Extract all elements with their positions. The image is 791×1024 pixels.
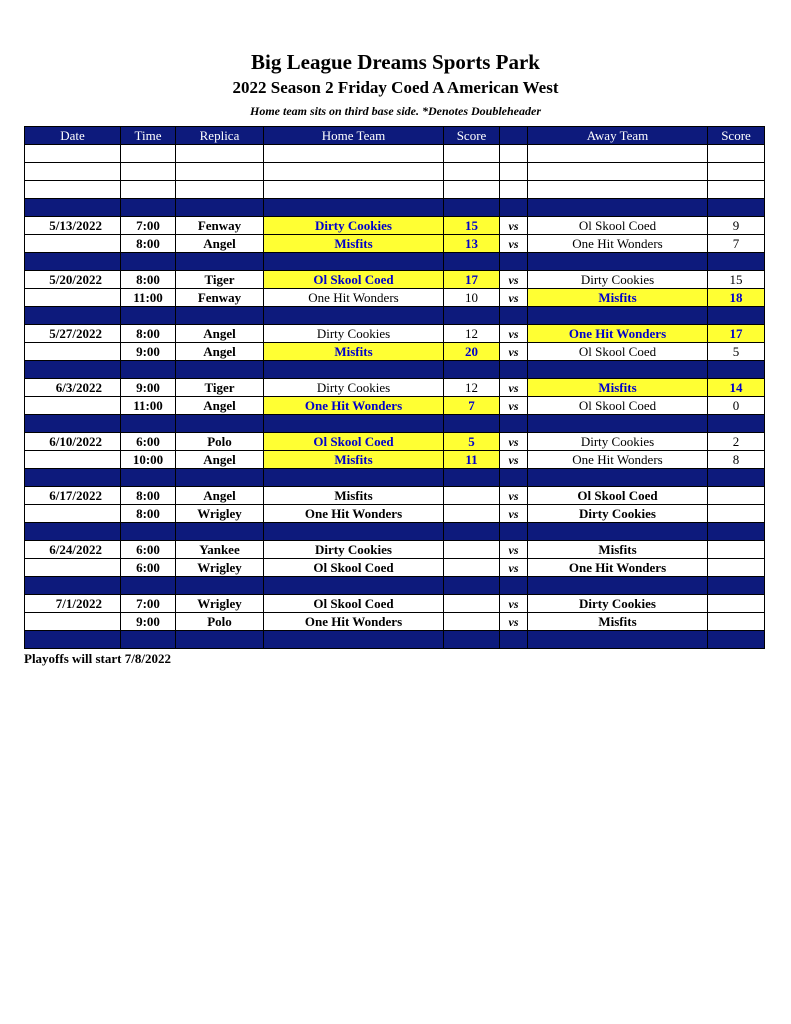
separator-row	[25, 199, 765, 217]
away-team-cell: One Hit Wonders	[528, 325, 708, 343]
blank-cell	[528, 181, 708, 199]
separator-cell	[264, 199, 444, 217]
column-header-away-score: Score	[708, 127, 765, 145]
home-score-cell: 13	[444, 235, 500, 253]
time-cell: 6:00	[121, 541, 176, 559]
blank-cell	[25, 163, 121, 181]
separator-cell	[176, 361, 264, 379]
separator-cell	[264, 253, 444, 271]
separator-row	[25, 307, 765, 325]
separator-cell	[25, 523, 121, 541]
separator-cell	[176, 469, 264, 487]
game-row	[25, 451, 765, 469]
separator-cell	[176, 577, 264, 595]
separator-cell	[25, 577, 121, 595]
away-score-cell: 18	[708, 289, 765, 307]
separator-cell	[528, 307, 708, 325]
away-score-cell: 9	[708, 217, 765, 235]
game-row	[25, 289, 765, 307]
time-cell: 7:00	[121, 217, 176, 235]
separator-cell	[708, 253, 765, 271]
blank-cell	[500, 145, 528, 163]
away-score-cell: 14	[708, 379, 765, 397]
column-header-date: Date	[25, 127, 121, 145]
separator-cell	[121, 361, 176, 379]
time-cell: 6:00	[121, 559, 176, 577]
home-score-cell: 11	[444, 451, 500, 469]
away-team-cell: Dirty Cookies	[528, 505, 708, 523]
column-header-replica: Replica	[176, 127, 264, 145]
away-score-cell	[708, 487, 765, 505]
separator-cell	[264, 523, 444, 541]
separator-cell	[25, 253, 121, 271]
date-cell	[25, 343, 121, 361]
away-score-cell	[708, 541, 765, 559]
home-team-cell: Dirty Cookies	[264, 325, 444, 343]
page-title: Big League Dreams Sports Park	[251, 50, 540, 74]
away-team-cell: Misfits	[528, 613, 708, 631]
time-cell: 8:00	[121, 505, 176, 523]
blank-cell	[121, 181, 176, 199]
blank-cell	[444, 163, 500, 181]
separator-cell	[121, 415, 176, 433]
column-header-time: Time	[121, 127, 176, 145]
replica-cell: Angel	[176, 325, 264, 343]
separator-cell	[444, 199, 500, 217]
separator-cell	[176, 415, 264, 433]
date-cell: 5/13/2022	[25, 217, 121, 235]
separator-cell	[500, 361, 528, 379]
blank-row	[25, 181, 765, 199]
replica-cell: Angel	[176, 487, 264, 505]
separator-cell	[500, 253, 528, 271]
date-cell	[25, 289, 121, 307]
time-cell: 9:00	[121, 613, 176, 631]
time-cell: 8:00	[121, 487, 176, 505]
date-cell	[25, 613, 121, 631]
separator-cell	[25, 307, 121, 325]
replica-cell: Tiger	[176, 379, 264, 397]
away-team-cell: Dirty Cookies	[528, 595, 708, 613]
away-score-cell	[708, 505, 765, 523]
blank-cell	[121, 145, 176, 163]
separator-cell	[500, 199, 528, 217]
separator-cell	[528, 523, 708, 541]
vs-cell: vs	[500, 487, 528, 505]
separator-cell	[176, 523, 264, 541]
date-cell: 6/17/2022	[25, 487, 121, 505]
separator-cell	[444, 415, 500, 433]
vs-cell: vs	[500, 595, 528, 613]
separator-row	[25, 361, 765, 379]
separator-cell	[500, 415, 528, 433]
date-cell	[25, 505, 121, 523]
separator-cell	[708, 523, 765, 541]
away-team-cell: Dirty Cookies	[528, 433, 708, 451]
separator-cell	[444, 361, 500, 379]
vs-cell: vs	[500, 451, 528, 469]
separator-cell	[176, 307, 264, 325]
replica-cell: Polo	[176, 433, 264, 451]
separator-cell	[528, 415, 708, 433]
separator-cell	[264, 361, 444, 379]
replica-cell: Wrigley	[176, 595, 264, 613]
separator-cell	[444, 253, 500, 271]
separator-row	[25, 415, 765, 433]
separator-cell	[264, 307, 444, 325]
home-team-cell: Ol Skool Coed	[264, 271, 444, 289]
blank-cell	[528, 163, 708, 181]
separator-cell	[708, 199, 765, 217]
game-row	[25, 397, 765, 415]
date-cell	[25, 451, 121, 469]
replica-cell: Wrigley	[176, 505, 264, 523]
replica-cell: Angel	[176, 397, 264, 415]
vs-cell: vs	[500, 271, 528, 289]
time-cell: 10:00	[121, 451, 176, 469]
home-score-cell: 12	[444, 379, 500, 397]
vs-cell: vs	[500, 541, 528, 559]
vs-cell: vs	[500, 343, 528, 361]
date-cell	[25, 397, 121, 415]
game-row	[25, 379, 765, 397]
separator-row	[25, 253, 765, 271]
separator-cell	[708, 469, 765, 487]
home-score-cell	[444, 487, 500, 505]
home-score-cell: 7	[444, 397, 500, 415]
vs-cell: vs	[500, 559, 528, 577]
game-row	[25, 541, 765, 559]
time-cell: 9:00	[121, 379, 176, 397]
separator-cell	[500, 307, 528, 325]
replica-cell: Angel	[176, 343, 264, 361]
vs-cell: vs	[500, 379, 528, 397]
game-row	[25, 343, 765, 361]
vs-cell: vs	[500, 613, 528, 631]
blank-cell	[500, 181, 528, 199]
date-cell: 6/10/2022	[25, 433, 121, 451]
vs-cell: vs	[500, 433, 528, 451]
away-score-cell	[708, 613, 765, 631]
vs-cell: vs	[500, 289, 528, 307]
separator-cell	[121, 523, 176, 541]
home-team-cell: Ol Skool Coed	[264, 595, 444, 613]
home-score-cell: 20	[444, 343, 500, 361]
separator-cell	[528, 199, 708, 217]
time-cell: 8:00	[121, 325, 176, 343]
blank-cell	[176, 181, 264, 199]
separator-cell	[528, 631, 708, 649]
page-subtitle: 2022 Season 2 Friday Coed A American West	[232, 78, 559, 97]
separator-cell	[264, 469, 444, 487]
schedule-table	[24, 126, 765, 649]
time-cell: 9:00	[121, 343, 176, 361]
blank-row	[25, 145, 765, 163]
home-score-cell: 12	[444, 325, 500, 343]
home-score-cell	[444, 559, 500, 577]
separator-cell	[444, 577, 500, 595]
home-team-cell: Dirty Cookies	[264, 541, 444, 559]
separator-cell	[121, 577, 176, 595]
away-team-cell: Misfits	[528, 289, 708, 307]
away-team-cell: One Hit Wonders	[528, 235, 708, 253]
separator-cell	[264, 415, 444, 433]
separator-cell	[121, 631, 176, 649]
blank-cell	[176, 163, 264, 181]
home-team-cell: Misfits	[264, 235, 444, 253]
separator-cell	[121, 199, 176, 217]
time-cell: 8:00	[121, 271, 176, 289]
home-score-cell: 15	[444, 217, 500, 235]
replica-cell: Fenway	[176, 217, 264, 235]
away-score-cell: 2	[708, 433, 765, 451]
replica-cell: Angel	[176, 235, 264, 253]
separator-cell	[528, 253, 708, 271]
separator-cell	[121, 253, 176, 271]
home-score-cell: 10	[444, 289, 500, 307]
date-cell: 5/20/2022	[25, 271, 121, 289]
home-team-cell: Dirty Cookies	[264, 379, 444, 397]
away-team-cell: One Hit Wonders	[528, 451, 708, 469]
vs-cell: vs	[500, 235, 528, 253]
game-row	[25, 271, 765, 289]
replica-cell: Angel	[176, 451, 264, 469]
separator-cell	[176, 253, 264, 271]
separator-cell	[708, 577, 765, 595]
time-cell: 7:00	[121, 595, 176, 613]
game-row	[25, 217, 765, 235]
separator-cell	[444, 307, 500, 325]
home-team-cell: Ol Skool Coed	[264, 559, 444, 577]
date-cell: 7/1/2022	[25, 595, 121, 613]
blank-cell	[264, 181, 444, 199]
separator-row	[25, 577, 765, 595]
blank-cell	[264, 163, 444, 181]
away-score-cell: 0	[708, 397, 765, 415]
home-score-cell	[444, 595, 500, 613]
game-row	[25, 505, 765, 523]
time-cell: 8:00	[121, 235, 176, 253]
blank-cell	[708, 181, 765, 199]
home-team-cell: Misfits	[264, 451, 444, 469]
replica-cell: Polo	[176, 613, 264, 631]
home-score-cell	[444, 613, 500, 631]
blank-cell	[528, 145, 708, 163]
blank-cell	[25, 181, 121, 199]
separator-row	[25, 631, 765, 649]
separator-cell	[264, 631, 444, 649]
separator-cell	[176, 631, 264, 649]
blank-cell	[25, 145, 121, 163]
home-team-cell: One Hit Wonders	[264, 505, 444, 523]
game-row	[25, 559, 765, 577]
table-header-row	[25, 127, 765, 145]
vs-cell: vs	[500, 325, 528, 343]
away-team-cell: Ol Skool Coed	[528, 397, 708, 415]
game-row	[25, 433, 765, 451]
replica-cell: Tiger	[176, 271, 264, 289]
blank-cell	[708, 145, 765, 163]
schedule-note: Home team sits on third base side. *Denotes Doubleheader	[250, 104, 541, 118]
away-team-cell: Misfits	[528, 541, 708, 559]
blank-cell	[176, 145, 264, 163]
replica-cell: Wrigley	[176, 559, 264, 577]
home-score-cell: 17	[444, 271, 500, 289]
away-score-cell: 15	[708, 271, 765, 289]
blank-cell	[444, 145, 500, 163]
game-row	[25, 487, 765, 505]
vs-cell: vs	[500, 217, 528, 235]
away-score-cell: 7	[708, 235, 765, 253]
blank-cell	[708, 163, 765, 181]
away-score-cell: 5	[708, 343, 765, 361]
time-cell: 11:00	[121, 397, 176, 415]
separator-cell	[176, 199, 264, 217]
blank-cell	[444, 181, 500, 199]
home-score-cell	[444, 505, 500, 523]
away-team-cell: One Hit Wonders	[528, 559, 708, 577]
date-cell: 6/3/2022	[25, 379, 121, 397]
separator-cell	[528, 469, 708, 487]
separator-cell	[121, 469, 176, 487]
separator-cell	[528, 577, 708, 595]
away-team-cell: Ol Skool Coed	[528, 343, 708, 361]
away-team-cell: Ol Skool Coed	[528, 217, 708, 235]
vs-cell: vs	[500, 505, 528, 523]
away-score-cell	[708, 595, 765, 613]
date-cell: 5/27/2022	[25, 325, 121, 343]
away-score-cell	[708, 559, 765, 577]
schedule-body	[25, 145, 765, 649]
home-team-cell: One Hit Wonders	[264, 289, 444, 307]
time-cell: 11:00	[121, 289, 176, 307]
separator-cell	[500, 577, 528, 595]
game-row	[25, 595, 765, 613]
separator-cell	[708, 307, 765, 325]
date-cell	[25, 559, 121, 577]
separator-cell	[528, 361, 708, 379]
home-team-cell: Ol Skool Coed	[264, 433, 444, 451]
vs-cell: vs	[500, 397, 528, 415]
home-team-cell: Dirty Cookies	[264, 217, 444, 235]
separator-row	[25, 523, 765, 541]
away-team-cell: Ol Skool Coed	[528, 487, 708, 505]
away-score-cell: 17	[708, 325, 765, 343]
game-row	[25, 325, 765, 343]
separator-cell	[500, 523, 528, 541]
separator-cell	[708, 631, 765, 649]
replica-cell: Fenway	[176, 289, 264, 307]
column-header-home-score: Score	[444, 127, 500, 145]
date-cell	[25, 235, 121, 253]
time-cell: 6:00	[121, 433, 176, 451]
away-score-cell: 8	[708, 451, 765, 469]
column-header-away-team: Away Team	[528, 127, 708, 145]
blank-cell	[264, 145, 444, 163]
game-row	[25, 613, 765, 631]
separator-cell	[444, 469, 500, 487]
home-score-cell: 5	[444, 433, 500, 451]
separator-cell	[25, 361, 121, 379]
blank-row	[25, 163, 765, 181]
separator-cell	[25, 415, 121, 433]
away-team-cell: Misfits	[528, 379, 708, 397]
playoffs-note: Playoffs will start 7/8/2022	[24, 651, 171, 666]
date-cell: 6/24/2022	[25, 541, 121, 559]
separator-cell	[708, 361, 765, 379]
home-team-cell: One Hit Wonders	[264, 613, 444, 631]
replica-cell: Yankee	[176, 541, 264, 559]
separator-cell	[444, 523, 500, 541]
separator-cell	[500, 469, 528, 487]
blank-cell	[500, 163, 528, 181]
separator-cell	[708, 415, 765, 433]
game-row	[25, 235, 765, 253]
column-header-home-team: Home Team	[264, 127, 444, 145]
separator-cell	[25, 469, 121, 487]
home-team-cell: Misfits	[264, 487, 444, 505]
home-team-cell: Misfits	[264, 343, 444, 361]
separator-row	[25, 469, 765, 487]
separator-cell	[121, 307, 176, 325]
separator-cell	[500, 631, 528, 649]
separator-cell	[264, 577, 444, 595]
away-team-cell: Dirty Cookies	[528, 271, 708, 289]
column-header-vs	[500, 127, 528, 145]
home-team-cell: One Hit Wonders	[264, 397, 444, 415]
separator-cell	[25, 199, 121, 217]
separator-cell	[25, 631, 121, 649]
blank-cell	[121, 163, 176, 181]
home-score-cell	[444, 541, 500, 559]
separator-cell	[444, 631, 500, 649]
